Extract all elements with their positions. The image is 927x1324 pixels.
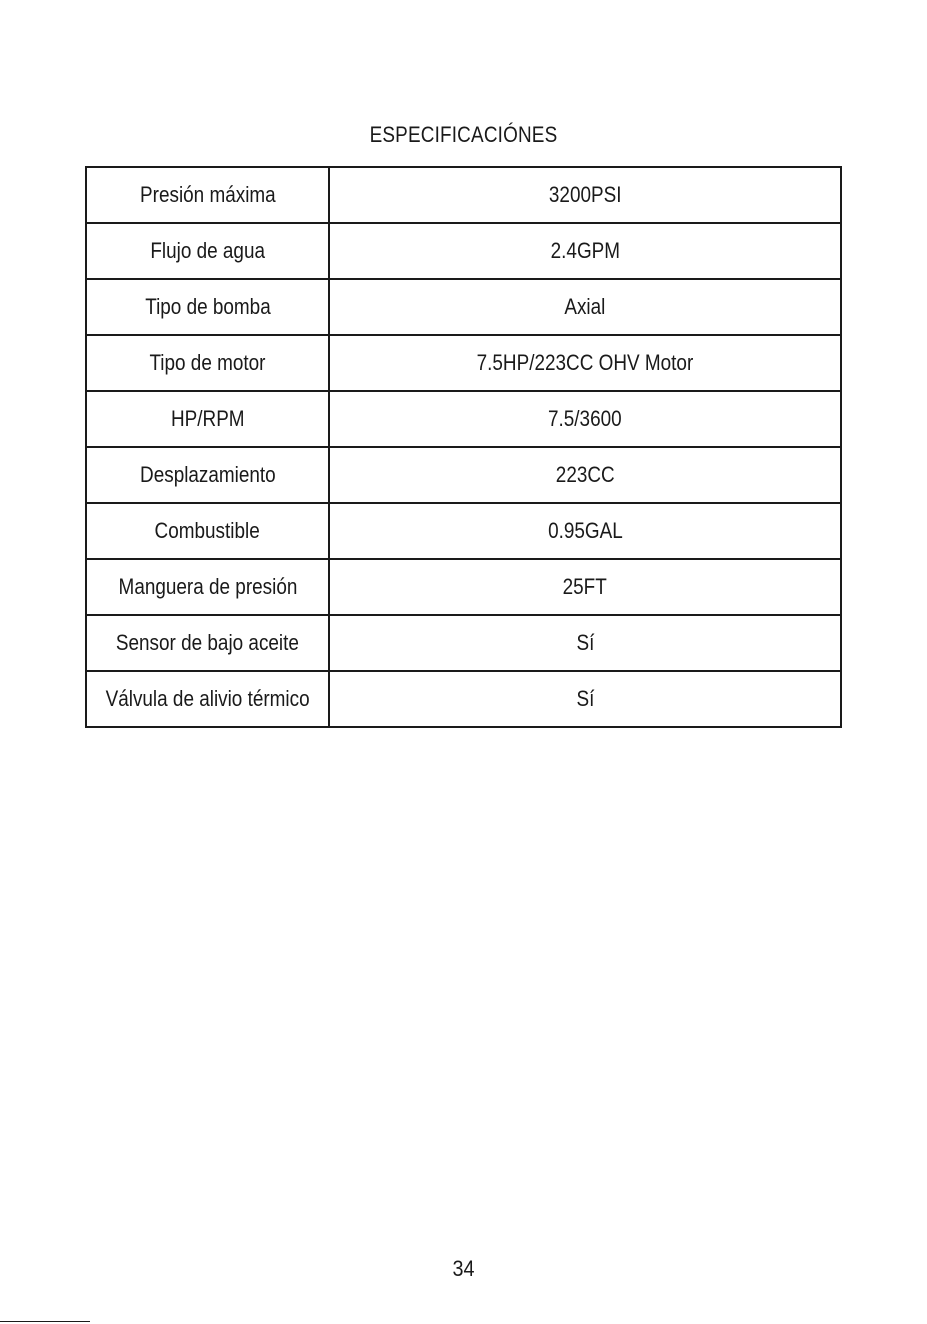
spec-label-cell xyxy=(86,503,329,559)
table-row xyxy=(86,503,841,559)
spec-value-cell xyxy=(329,559,841,615)
footer-rule xyxy=(0,1321,90,1322)
spec-value-cell xyxy=(329,615,841,671)
spec-label-cell xyxy=(86,279,329,335)
spec-value-cell xyxy=(329,223,841,279)
spec-value-cell xyxy=(329,167,841,223)
spec-value: 7.5HP/223CC OHV Motor xyxy=(476,350,694,375)
table-row xyxy=(86,671,841,727)
spec-label-cell xyxy=(86,447,329,503)
spec-table xyxy=(85,166,842,728)
spec-label: Combustible xyxy=(154,518,261,543)
table-row xyxy=(86,615,841,671)
spec-value: 223CC xyxy=(555,462,615,487)
spec-value-cell xyxy=(329,447,841,503)
spec-label-cell xyxy=(86,167,329,223)
spec-value-cell xyxy=(329,335,841,391)
spec-value-cell xyxy=(329,279,841,335)
page-number: 34 xyxy=(452,1256,475,1281)
spec-value: 0.95GAL xyxy=(547,518,623,543)
spec-label: Flujo de agua xyxy=(150,238,265,263)
spec-label-cell xyxy=(86,671,329,727)
spec-label: Presión máxima xyxy=(139,182,276,207)
table-row xyxy=(86,335,841,391)
spec-label-cell xyxy=(86,223,329,279)
spec-label: Manguera de presión xyxy=(118,574,297,599)
table-row xyxy=(86,279,841,335)
spec-label-cell xyxy=(86,391,329,447)
spec-label: Válvula de alivio térmico xyxy=(105,686,310,711)
spec-value: 7.5/3600 xyxy=(548,406,622,431)
spec-label-cell xyxy=(86,615,329,671)
spec-value: 3200PSI xyxy=(548,182,622,207)
page-title: ESPECIFICACIÓNES xyxy=(369,122,558,147)
spec-label: Tipo de motor xyxy=(149,350,266,375)
spec-value-cell xyxy=(329,391,841,447)
table-row xyxy=(86,223,841,279)
spec-value: Sí xyxy=(576,686,594,711)
table-row xyxy=(86,447,841,503)
spec-value: Sí xyxy=(576,630,594,655)
spec-label: Tipo de bomba xyxy=(144,294,271,319)
spec-label-cell xyxy=(86,335,329,391)
spec-value-cell xyxy=(329,503,841,559)
spec-value: 2.4GPM xyxy=(550,238,620,263)
spec-value: 25FT xyxy=(562,574,608,599)
spec-label: HP/RPM xyxy=(170,406,245,431)
spec-label: Sensor de bajo aceite xyxy=(115,630,300,655)
spec-label: Desplazamiento xyxy=(139,462,276,487)
table-row xyxy=(86,167,841,223)
table-row xyxy=(86,391,841,447)
table-row xyxy=(86,559,841,615)
spec-label-cell xyxy=(86,559,329,615)
spec-value: Axial xyxy=(564,294,606,319)
spec-value-cell xyxy=(329,671,841,727)
